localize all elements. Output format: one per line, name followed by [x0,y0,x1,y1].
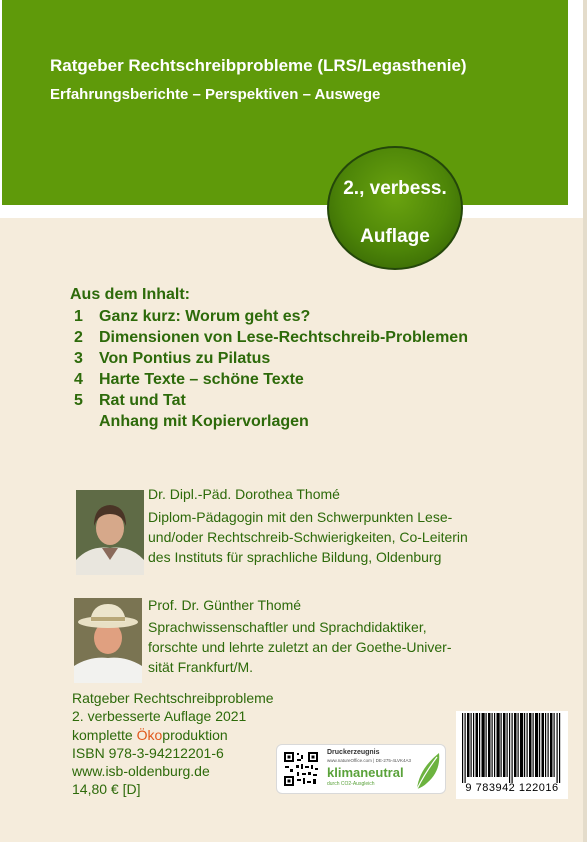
contents-item-number: 4 [74,371,83,388]
author-desc-line: forschte und lehrte zuletzt an der Goethe-Univer- [148,639,452,655]
author-desc-dorothea [148,507,528,567]
author-photo-dorothea [76,490,144,575]
imprint-url: www.isb-oldenburg.de [72,763,210,780]
author-desc-line: Diplom-Pädagogin mit den Schwerpunkten Lese- [148,509,453,525]
klima-subline: www.natureOffice.com | DE-275-4LVK4A3 [327,758,412,763]
contents-item-text: Ganz kurz: Worum geht es? [99,308,311,325]
badge-line-1: 2., verbess. [343,178,447,199]
edition-badge [327,146,463,270]
author-desc-line: des Instituts für sprachliche Bildung, Oldenburg [148,549,442,565]
barcode-number: 9 783942 122016 [465,782,559,794]
imprint-oko: Öko [136,726,163,743]
book-title: Ratgeber Rechtschreibprobleme (LRS/Legasthenie) [50,56,467,75]
author-name-guenther: Prof. Dr. Günther Thomé [148,597,302,613]
qr-code-icon [283,751,319,787]
author-desc-guenther [148,617,528,677]
isbn-barcode [456,711,568,799]
leaf-icon [413,749,443,791]
contents-item-text: Dimensionen von Lese-Rechtschreib-Problemen [99,329,468,346]
contents-item-number: 2 [74,329,83,346]
contents-item-number: 5 [74,392,83,409]
contents-item-text: Anhang mit Kopiervorlagen [99,413,309,430]
badge-line-2: Auflage [360,226,430,247]
imprint-isbn: ISBN 978-3-94212201-6 [72,744,224,761]
klima-title: Druckerzeugnis [327,749,380,756]
contents-item-text: Harte Texte – schöne Texte [99,371,304,388]
right-edge-strip [583,0,587,842]
imprint [72,689,274,799]
imprint-title: Ratgeber Rechtschreibprobleme [72,690,274,706]
contents-heading: Aus dem Inhalt: [70,286,191,303]
author-name-dorothea: Dr. Dipl.-Päd. Dorothea Thomé [148,486,340,502]
contents-item-number: 1 [74,308,83,325]
klima-tagline: durch CO2-Ausgleich [327,781,375,787]
klimaneutral-label [276,744,446,794]
klima-brand: klimaneutral [327,765,404,780]
imprint-price: 14,80 € [D] [72,781,141,798]
contents-item-text: Rat und Tat [99,392,186,409]
author-desc-line: sität Frankfurt/M. [148,659,254,675]
imprint-production-pre: komplette [72,726,137,743]
imprint-production [72,726,274,744]
imprint-production-post: produktion [162,726,228,743]
author-desc-line: Sprachwissenschaftler und Sprachdidaktiker, [148,619,427,635]
contents-item-number: 3 [74,350,83,367]
barcode-bars [458,713,566,783]
author-photo-guenther [74,598,142,683]
author-desc-line: und/oder Rechtschreib-Schwierigkeiten, Co-Leiterin [148,529,468,545]
book-subtitle: Erfahrungsberichte – Perspektiven – Auswege [50,86,381,103]
contents-item-text: Von Pontius zu Pilatus [99,350,271,367]
imprint-edition: 2. verbesserte Auflage 2021 [72,708,247,725]
